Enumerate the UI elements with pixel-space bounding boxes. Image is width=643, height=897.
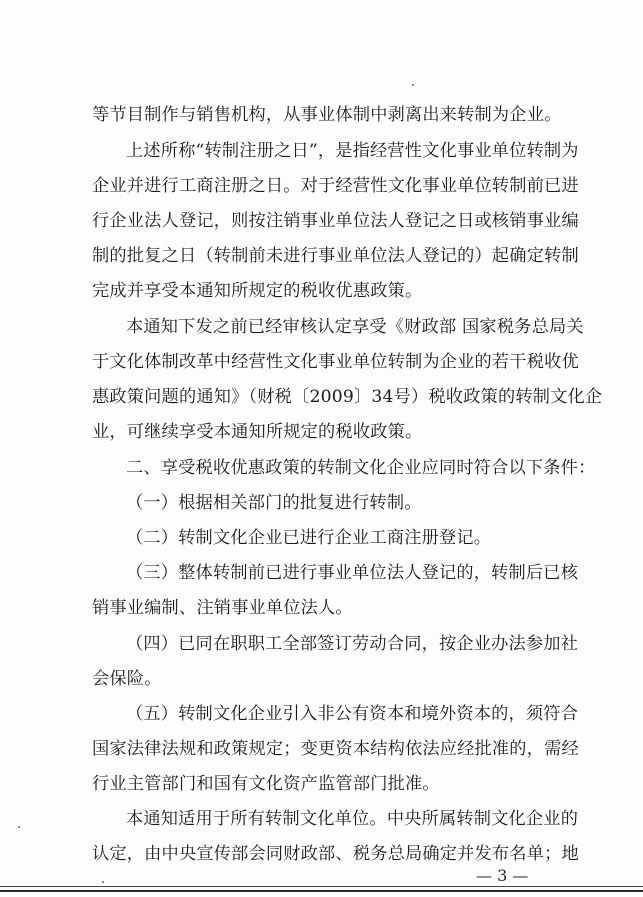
text-line-12: （一）根据相关部门的批复进行转制。 bbox=[126, 493, 422, 513]
scan-bottom-edge bbox=[0, 886, 643, 887]
text-line-19: 国家法律法规和政策规定；变更资本结构依法应经批准的，需经 bbox=[92, 739, 579, 759]
text-line-3: 企业并进行工商注册之日。对于经营性文化事业单位转制前已进 bbox=[92, 176, 579, 196]
text-line-16: （四）已同在职职工全部签订劳动合同，按企业办法参加社 bbox=[126, 634, 579, 654]
text-line-11: 二、享受税收优惠政策的转制文化企业应同时符合以下条件： bbox=[126, 458, 596, 478]
text-line-15: 销事业编制、注销事业单位法人。 bbox=[92, 598, 353, 618]
scan-speck bbox=[18, 826, 20, 828]
text-line-22: 认定，由中央宣传部会同财政部、税务总局确定并发布名单；地 bbox=[92, 844, 579, 864]
text-line-8: 于文化体制改革中经营性文化事业单位转制为企业的若干税收优 bbox=[92, 352, 579, 372]
text-line-18: （五）转制文化企业引入非公有资本和境外资本的，须符合 bbox=[126, 704, 579, 724]
text-line-5: 制的批复之日（转制前未进行事业单位法人登记的）起确定转制 bbox=[92, 246, 579, 266]
scan-speck bbox=[412, 84, 414, 86]
scan-speck bbox=[102, 881, 104, 883]
text-line-14: （三）整体转制前已进行事业单位法人登记的，转制后已核 bbox=[126, 563, 579, 583]
text-line-4: 行企业法人登记，则按注销事业单位法人登记之日或核销事业编 bbox=[92, 211, 579, 231]
text-line-17: 会保险。 bbox=[92, 669, 162, 689]
text-line-13: （二）转制文化企业已进行企业工商注册登记。 bbox=[126, 528, 492, 548]
text-line-7: 本通知下发之前已经审核认定享受《财政部 国家税务总局关 bbox=[126, 317, 584, 337]
text-line-6: 完成并享受本通知所规定的税收优惠政策。 bbox=[92, 281, 423, 301]
page-number: — 3 — bbox=[476, 866, 529, 885]
text-line-21: 本通知适用于所有转制文化单位。中央所属转制文化企业的 bbox=[126, 809, 579, 829]
text-line-10: 业，可继续享受本通知所规定的税收政策。 bbox=[92, 422, 423, 442]
text-line-20: 行业主管部门和国有文化资产监管部门批准。 bbox=[92, 774, 440, 794]
text-line-1: 等节目制作与销售机构，从事业体制中剥离出来转制为企业。 bbox=[92, 105, 562, 125]
text-line-9: 惠政策问题的通知》（财税〔2009〕34号）税收政策的转制文化企 bbox=[92, 387, 603, 407]
scan-bottom-edge-shadow bbox=[0, 890, 643, 892]
text-line-2: 上述所称“转制注册之日”，是指经营性文化事业单位转制为 bbox=[126, 141, 579, 161]
